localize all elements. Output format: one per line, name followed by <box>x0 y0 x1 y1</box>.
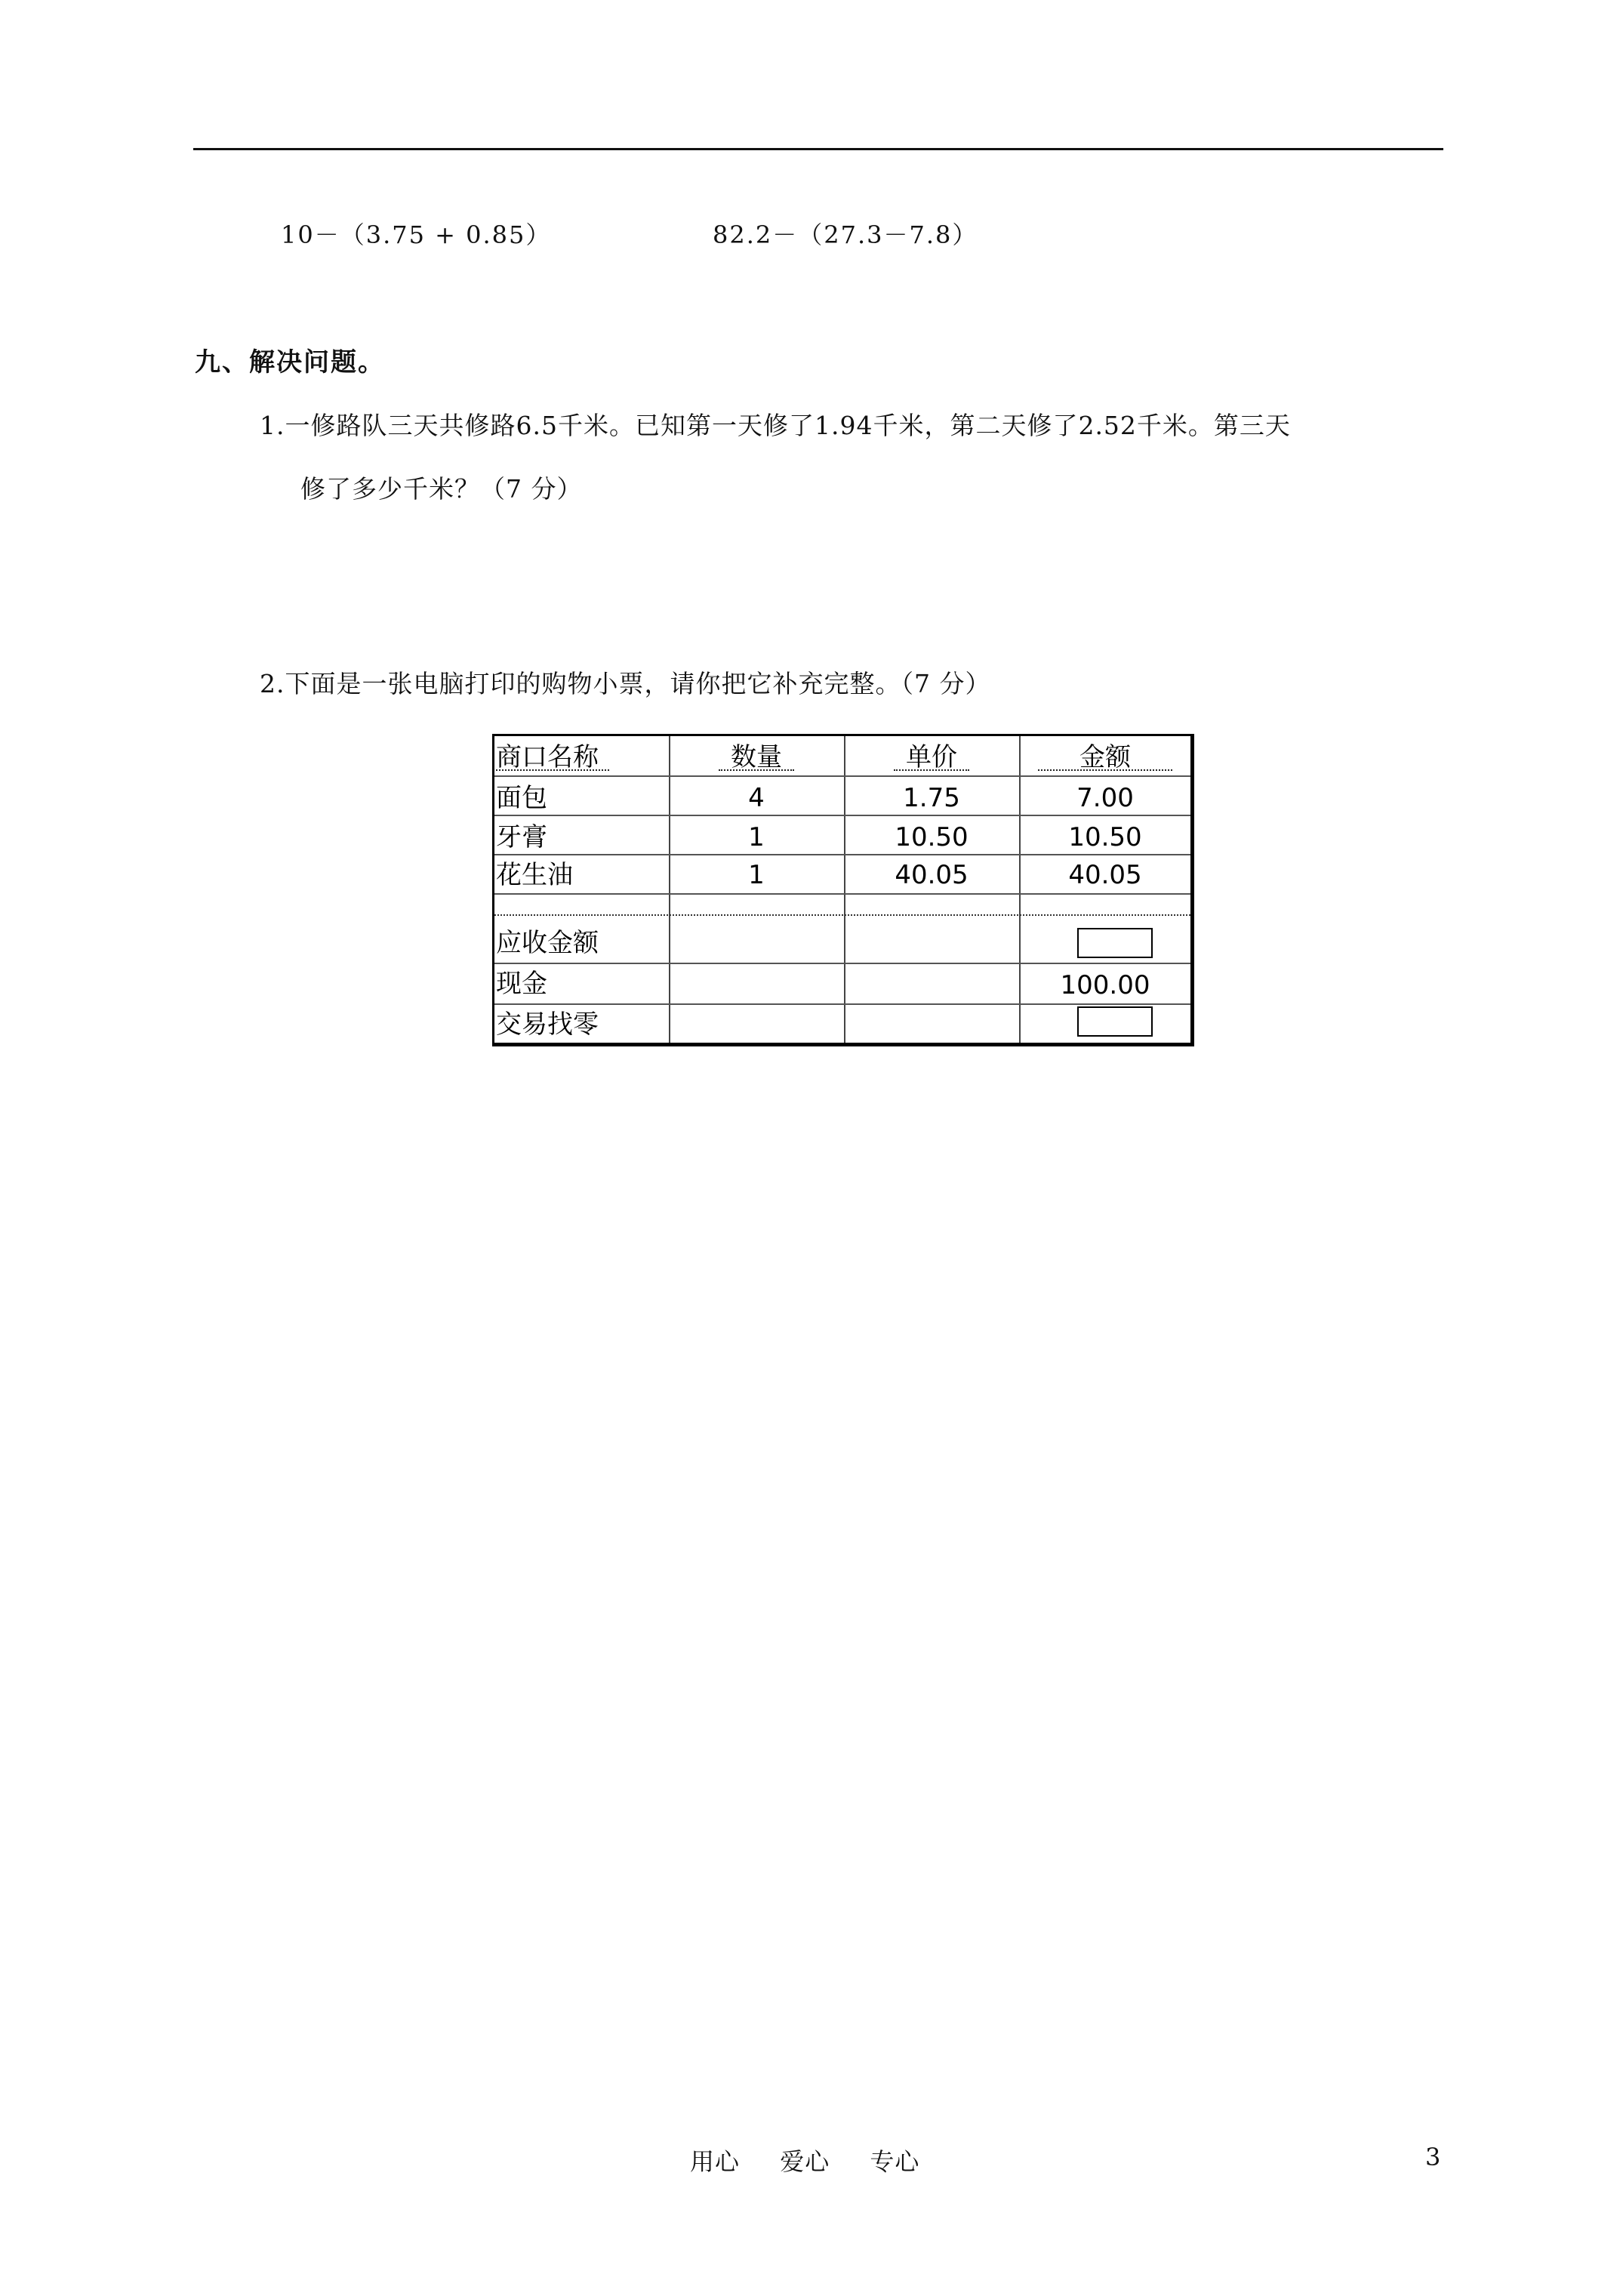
cash-value: 100.00 <box>1060 970 1150 1000</box>
header-rule <box>193 148 1443 150</box>
question-2-line-1: 2.下面是一张电脑打印的购物小票，请你把它补充完整。（7 分） <box>260 669 991 698</box>
footer-motto <box>690 2143 951 2177</box>
item-unit-price: 1.75 <box>903 783 960 813</box>
item-name: 面包 <box>496 783 547 813</box>
change-label: 交易找零 <box>496 1009 599 1040</box>
footer-motto-2: 爱心 <box>780 2147 830 2176</box>
item-quantity: 1 <box>748 860 765 890</box>
receivable-answer-box[interactable] <box>1077 928 1153 958</box>
shopping-receipt <box>492 734 1194 1046</box>
header-quantity: 数量 <box>731 742 782 772</box>
item-name: 牙膏 <box>496 822 547 852</box>
question-1-line-1: 1.一修路队三天共修路6.5千米。已知第一天修了1.94千米，第二天修了2.52千米。第三天 <box>260 411 1291 440</box>
footer-motto-1: 用心 <box>690 2147 741 2176</box>
header-unit-price: 单价 <box>906 742 957 772</box>
cash-label: 现金 <box>496 969 547 999</box>
item-quantity: 4 <box>748 783 765 813</box>
page-number: 3 <box>1425 2143 1441 2171</box>
section-title: 九、解决问题。 <box>195 347 385 378</box>
item-unit-price: 40.05 <box>895 860 969 890</box>
row-divider-dotted <box>494 914 1190 916</box>
item-amount: 10.50 <box>1068 822 1142 852</box>
item-name: 花生油 <box>496 860 573 890</box>
row-divider <box>494 963 1190 964</box>
header-amount: 金额 <box>1079 742 1131 772</box>
item-quantity: 1 <box>748 822 765 852</box>
question-1-line-2: 修了多少千米？（7 分） <box>300 474 583 504</box>
item-amount: 40.05 <box>1068 860 1142 890</box>
change-answer-box[interactable] <box>1077 1006 1153 1037</box>
header-item-name: 商口名称 <box>496 742 599 772</box>
item-amount: 7.00 <box>1076 783 1134 813</box>
expression-a: 10－（3.75 + 0.85） <box>281 220 552 249</box>
item-unit-price: 10.50 <box>895 822 969 852</box>
footer-motto-3: 专心 <box>870 2147 920 2176</box>
receivable-label: 应收金额 <box>496 928 599 958</box>
receipt-grid <box>494 736 1190 1043</box>
expression-b: 82.2－（27.3－7.8） <box>713 220 978 249</box>
